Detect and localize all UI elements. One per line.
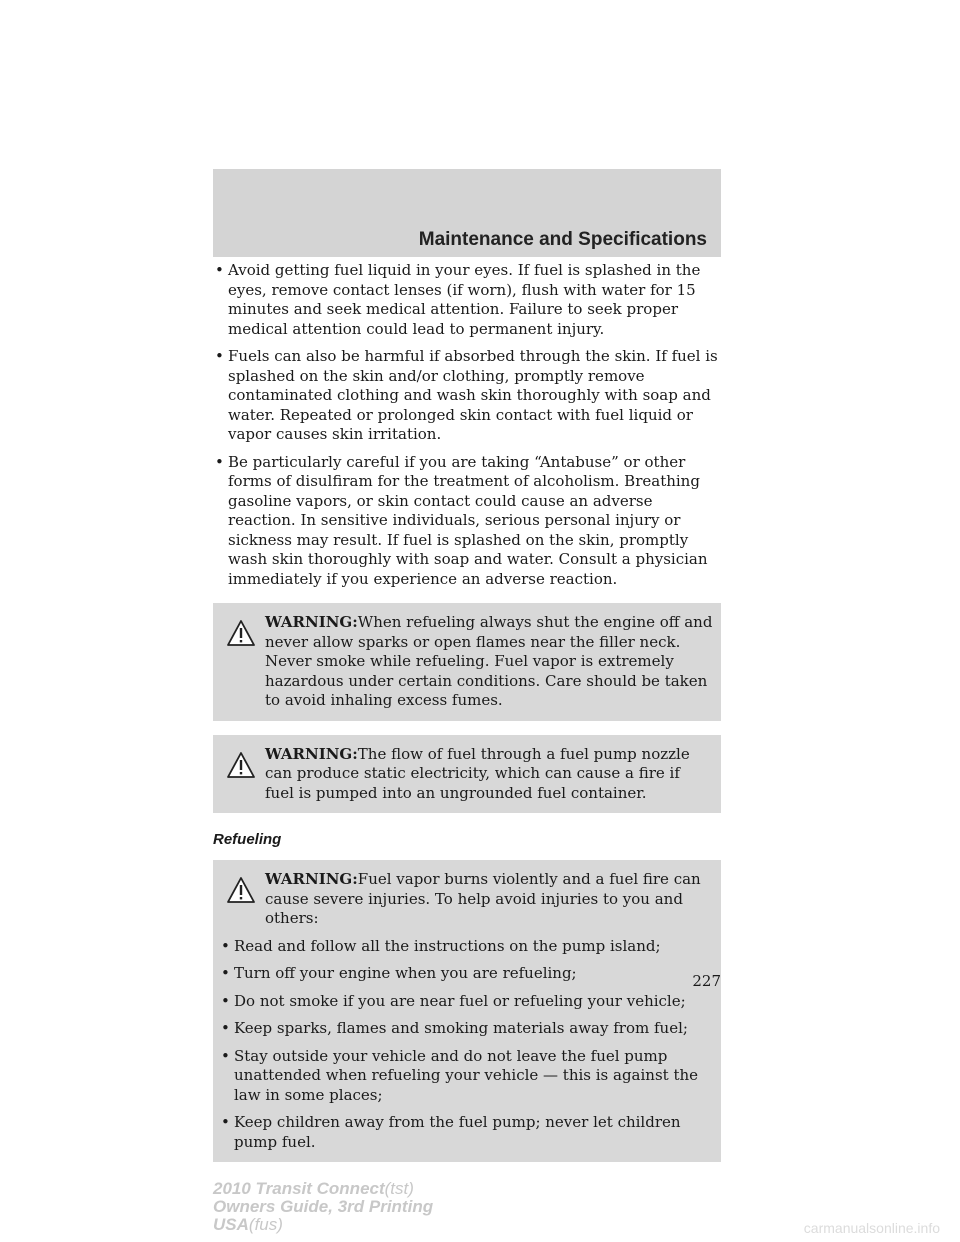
list-item: [219, 937, 713, 957]
list-item-text: Avoid getting fuel liquid in your eyes. If fuel is splashed in the eyes, remove contact lenses (if worn), flush with water for 15 minutes and seek medical attention. Failure to seek proper medical attention could lead to permanent injury.: [228, 261, 701, 338]
list-item-text: Be particularly careful if you are taking “Antabuse” or other forms of disulfiram for the treatment of alcoholism. Breathing gasoline vapors, or skin contact could cause an adverse reaction. In sensitive individuals, serious personal injury or sickness may result. If fuel is splashed on the skin, promptly wash skin thoroughly with soap and water. Consult a physician immediately if you experience an adverse reaction.: [228, 452, 708, 588]
page-number: 227: [692, 972, 721, 990]
list-item: [219, 1113, 713, 1152]
list-item-text: Keep sparks, flames and smoking materials away from fuel;: [234, 1019, 688, 1037]
warning-triangle-icon: [227, 877, 255, 903]
warning-box: [213, 860, 721, 1162]
list-item: [213, 347, 721, 445]
warning-box: [213, 603, 721, 721]
warning-text: [219, 870, 713, 929]
warning-body: Fuel vapor burns violently and a fuel fire can cause severe injuries. To help avoid injuries to you and others:: [265, 870, 701, 927]
warning-triangle-icon: [227, 620, 255, 646]
bullet-symbol: •: [221, 1046, 230, 1065]
bullet-symbol: •: [215, 261, 224, 279]
warning-body: When refueling always shut the engine off and never allow sparks or open flames near the filler neck. Never smoke while refueling. Fuel vapor is extremely hazardous under certain conditions. Care should be taken to avoid inhaling excess fumes.: [265, 613, 713, 709]
warning-box: [213, 735, 721, 814]
bullet-symbol: •: [221, 936, 230, 955]
list-item-text: Keep children away from the fuel pump; never let children pump fuel.: [234, 1113, 681, 1151]
list-item-text: Read and follow all the instructions on the pump island;: [234, 936, 661, 955]
list-item-text: Turn off your engine when you are refueling;: [234, 964, 577, 982]
list-item: [213, 261, 721, 339]
list-item: [219, 1019, 713, 1039]
bullet-symbol: •: [221, 991, 230, 1010]
warning-text: [219, 613, 713, 711]
bullet-symbol: •: [221, 964, 230, 982]
list-item-text: Do not smoke if you are near fuel or refueling your vehicle;: [234, 991, 686, 1010]
warning-triangle-icon: [227, 752, 255, 778]
bullet-symbol: •: [215, 347, 224, 365]
watermark-text: carmanualsonline.info: [803, 1220, 940, 1236]
footer-market: USA: [213, 1215, 249, 1234]
warning-label: WARNING:: [265, 870, 358, 888]
footer-model-code: (tst): [384, 1179, 414, 1198]
list-item-text: Stay outside your vehicle and do not leave the fuel pump unattended when refueling your vehicle — this is against the law in some places;: [234, 1046, 699, 1104]
section-heading-refueling: Refueling: [213, 831, 282, 848]
section-title: Maintenance and Specifications: [418, 229, 707, 250]
section-header-band: [213, 169, 721, 257]
warning-body: The flow of fuel through a fuel pump nozzle can produce static electricity, which can cause a fire if fuel is pumped into an ungrounded fuel container.: [265, 744, 690, 802]
footer-model: 2010 Transit Connect: [213, 1179, 385, 1198]
bullet-symbol: •: [221, 1113, 230, 1131]
footer-printing-info: [213, 1180, 433, 1234]
page-content: [213, 261, 721, 1162]
footer-market-code: (fus): [248, 1215, 283, 1234]
footer-line-market: [213, 1216, 433, 1234]
list-item: [219, 964, 713, 984]
list-item: [213, 453, 721, 590]
list-item: [219, 1047, 713, 1106]
warning-label: WARNING:: [265, 613, 358, 631]
bullet-symbol: •: [215, 452, 224, 471]
list-item: [219, 992, 713, 1012]
warning-text: [219, 745, 713, 804]
list-item-text: Fuels can also be harmful if absorbed through the skin. If fuel is splashed on the skin and/or clothing, promptly remove contaminated clothing and wash skin thoroughly with soap and water. Repeated or prolonged skin contact with fuel liquid or vapor causes skin irritation.: [228, 347, 718, 443]
footer-line-model: [213, 1180, 433, 1198]
warning-label: WARNING:: [265, 744, 358, 763]
bullet-symbol: •: [221, 1019, 230, 1037]
footer-line-edition: Owners Guide, 3rd Printing: [213, 1197, 434, 1216]
